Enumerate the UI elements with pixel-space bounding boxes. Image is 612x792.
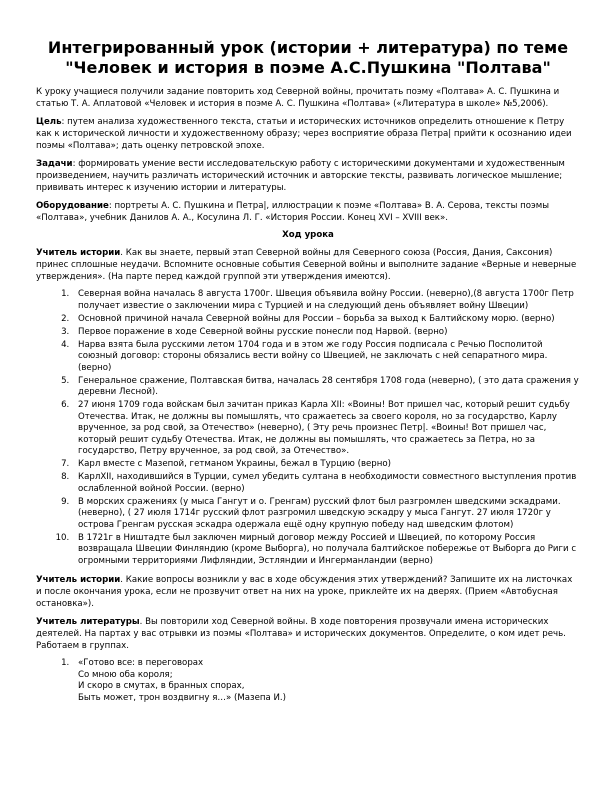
- title-line-2: "Человек и история в поэме А.С.Пушкина "Полтава": [65, 58, 551, 77]
- statement-item: 9. В морских сражениях (у мыса Гангут и о. Гренгам) русский флот был разгромлен шведскими эскадрами. (неверно), ( 27 июля 1714г русский флот разгромил шведскую эскадру у мыса Гангут. 27 июля 1720г у острова Гренгам русская эскадра одержала ещё одну крупную победу над шведским флотом): [72, 497, 580, 532]
- poem-excerpt: 1. «Готово все: в переговорах Со мною оба короля; И скоро в смутах, в бранных спорах, Быть может, трон воздвигну я…» (Мазепа И.): [72, 658, 580, 704]
- tasks-paragraph: [36, 158, 580, 194]
- statements-list: [36, 289, 580, 567]
- history-teacher-text-1: . Как вы знаете, первый этап Северной войны для Северного союза (Россия, Дания, Саксония) принес сплошные неудачи. Вспомните основные события Северной войны и выполните задание «Верные и неверные утверждения». (На парте перед каждой группой эти утверждения имеются).: [36, 248, 577, 282]
- history-teacher-text-2: . Какие вопросы возникли у вас в ходе обсуждения этих утверждений? Запишите их на листочках и после окончания урока, если не прозвучит ответ на них на уроке, приклейте их на дверях. (Прием «Автобусная остановка»).: [36, 575, 573, 609]
- equipment-paragraph: [36, 200, 580, 224]
- statement-item: 5. Генеральное сражение, Полтавская битва, началась 28 сентября 1708 года (неверно), ( это дата сражения у деревни Лесной).: [72, 376, 580, 399]
- tasks-label: Задачи: [36, 159, 73, 169]
- tasks-text: : формировать умение вести исследовательскую работу с историческими документами и художественным произведением, научить различать исторический источник и авторские тексты, развивать логическое мышление; прививать интерес к изучению истории и литературы.: [36, 159, 565, 193]
- goal-paragraph: [36, 116, 580, 152]
- statement-item: 6. 27 июня 1709 года войскам был зачитан приказ Карла XII: «Воины! Вот пришел час, который решит судьбу Отечества. Итак, не должны вы помышлять, что сражаетесь за своего короля, но за государство, Карлу врученное, за род свой, за Отечество» (неверно), ( Эту речь произнес Петр|. «Воины! Вот пришел час, который решит судьбу Отечества. Итак, не должны вы помышлять, что сражаетесь за Петра, но за государство, Петру врученное, за род свой, за Отечество».: [72, 400, 580, 458]
- history-teacher-paragraph-1: [36, 247, 580, 283]
- history-teacher-label-2: Учитель истории: [36, 575, 121, 585]
- history-teacher-paragraph-2: [36, 574, 580, 610]
- literature-teacher-text: . Вы повторили ход Северной войны. В ходе повторения прозвучали имена исторических деятелей. На партах у вас отрывки из поэмы «Полтава» и исторических документов. Определите, о ком идет речь. Работаем в группах.: [36, 617, 566, 651]
- statement-item: 1. Северная война началась 8 августа 1700г. Швеция объявила войну России. (неверно),(8 августа 1700г Петр получает известие о заключении мира с Турцией и на следующий день объявляет войну Швеции): [72, 289, 580, 312]
- excerpts-list: [36, 658, 580, 704]
- statement-item: 4. Нарва взята была русскими летом 1704 года и в этом же году Россия подписала с Речью Посполитой союзный договор: стороны обязались вести войну со Швецией, не заключать с ней сепаратного мира. (верно): [72, 340, 580, 375]
- equipment-text: : портреты А. С. Пушкина и Петра|, иллюстрации к поэме «Полтава» В. А. Серова, тексты поэмы «Полтава», учебник Данилов А. А., Косулина Л. Г. «История России. Конец XVI – XVIII век».: [36, 201, 550, 223]
- literature-teacher-paragraph: [36, 616, 580, 652]
- statement-item: 3. Первое поражение в ходе Северной войны русские понесли под Нарвой. (верно): [72, 327, 580, 339]
- lesson-heading: Ход урока: [282, 230, 334, 240]
- goal-text: : путем анализа художественного текста, статьи и исторических источников определить отношение к Петру как к исторической личности и художественному образу; через восприятие образа Петра| прийти к осознанию идеи поэмы «Полтава»; дать оценку петровской эпохе.: [36, 117, 572, 151]
- statement-item: 8. КарлXII, находившийся в Турции, сумел убедить султана в необходимости совместного выступления против ослабленной войной России. (верно): [72, 472, 580, 495]
- statement-item: 7. Карл вместе с Мазепой, гетманом Украины, бежал в Турцию (верно): [72, 459, 580, 471]
- statement-item: 2. Основной причиной начала Северной войны для России – борьба за выход к Балтийскому морю. (верно): [72, 314, 580, 326]
- statement-item: 10. В 1721г в Ништадте был заключен мирный договор между Россией и Швецией, по которому Россия возвращала Швеции Финляндию (кроме Выборга), но получала балтийское побережье от Выборга до Риги с огромными территориями Лифляндии, Эстляндии и Ингерманландии (верно): [72, 533, 580, 568]
- document-page: [36, 38, 580, 711]
- intro-paragraph: К уроку учащиеся получили задание повторить ход Северной войны, прочитать поэму «Полтава» А. С. Пушкина и статью Т. А. Аплатовой «Человек и история в поэме А. С. Пушкина «Полтава» («Литература в школе» №5,2006).: [36, 87, 560, 109]
- literature-teacher-label: Учитель литературы: [36, 617, 140, 627]
- history-teacher-label-1: Учитель истории: [36, 248, 121, 258]
- document-title: [36, 38, 580, 78]
- title-line-1: Интегрированный урок (истории + литература) по теме: [47, 38, 569, 57]
- equipment-label: Оборудование: [36, 201, 109, 211]
- goal-label: Цель: [36, 117, 62, 127]
